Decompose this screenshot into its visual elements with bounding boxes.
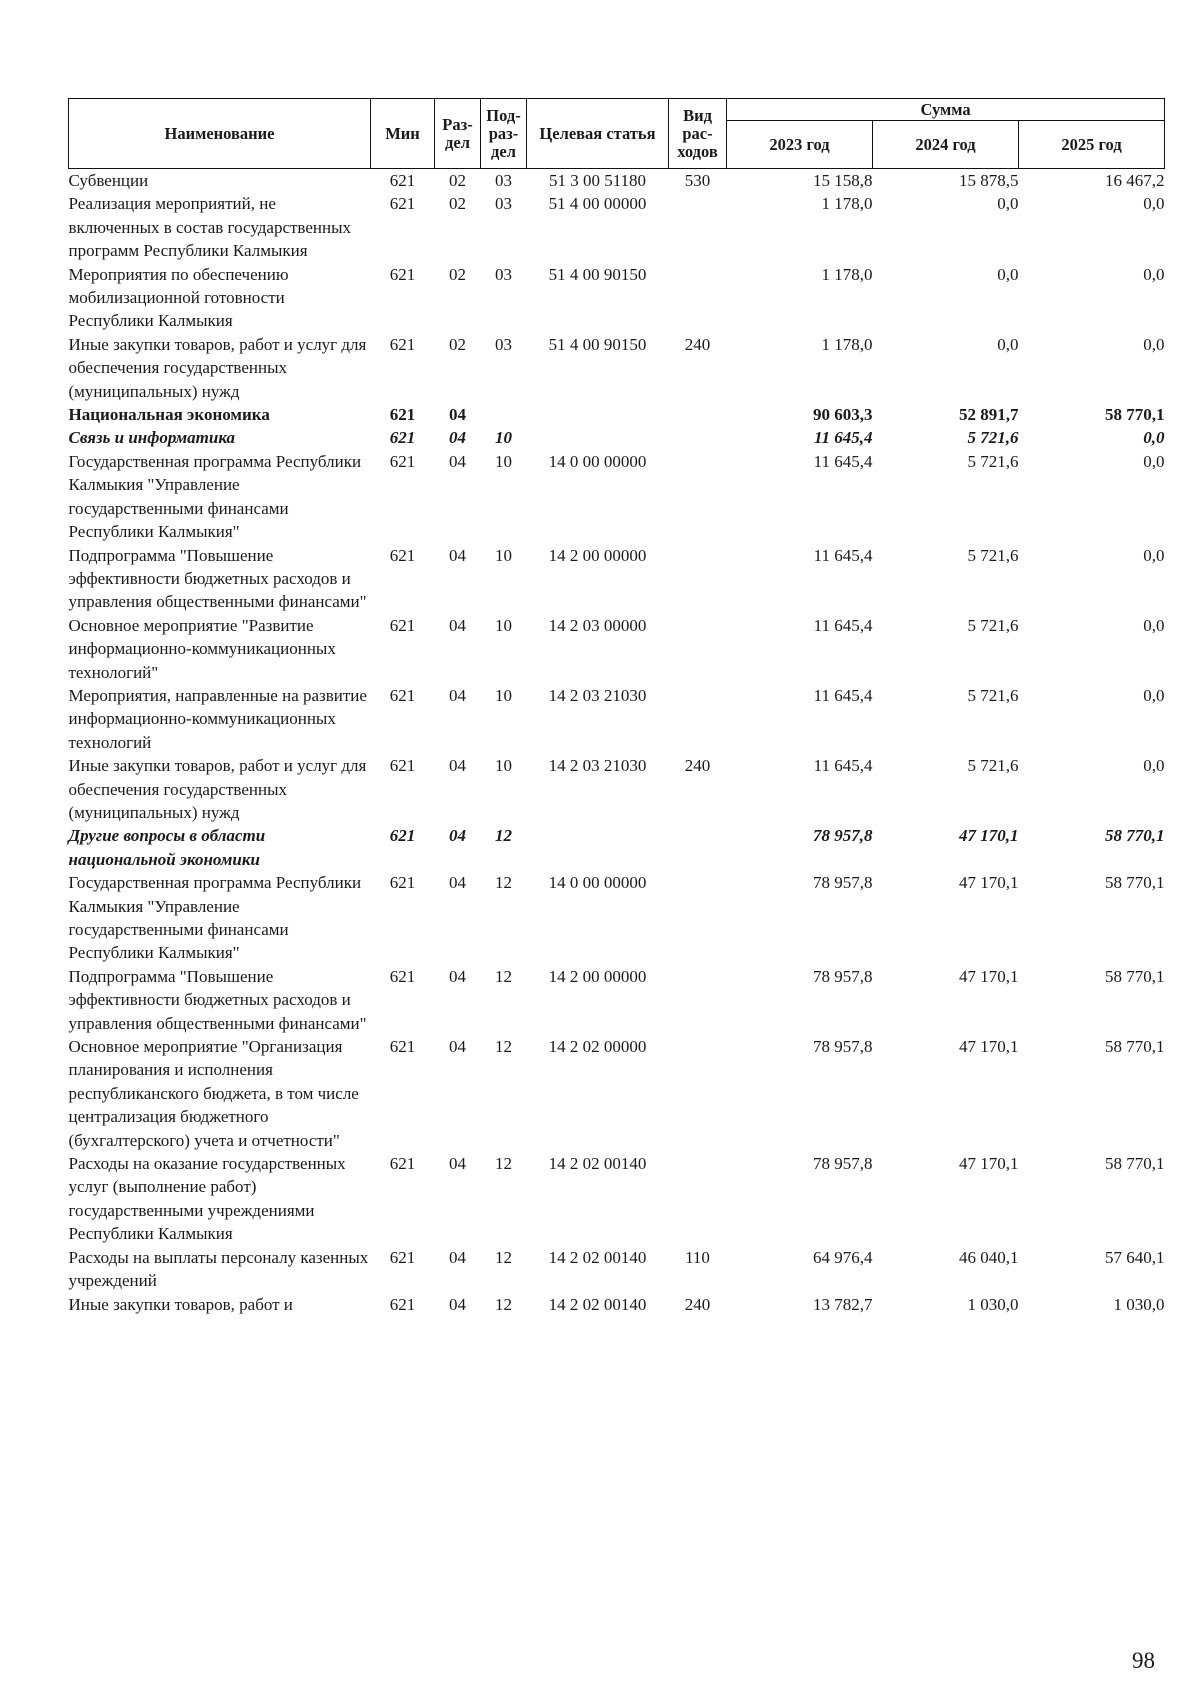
- table-row: [69, 1246, 1165, 1293]
- cell-target: 14 0 00 00000: [548, 873, 647, 893]
- cell-expense-type: [669, 426, 727, 449]
- cell-2024: 47 170,1: [959, 826, 1019, 846]
- cell-2025: 58 770,1: [1105, 826, 1165, 846]
- cell-2023: 78 957,8: [813, 826, 873, 846]
- cell-min: 621: [389, 1294, 416, 1314]
- table-row: [69, 544, 1165, 614]
- cell-target: 14 2 03 00000: [548, 615, 647, 635]
- cell-section: 02: [449, 334, 466, 354]
- table-row: [69, 426, 1165, 449]
- cell-2025: 0,0: [1143, 615, 1165, 635]
- cell-2023: 78 957,8: [813, 966, 873, 986]
- page-number: 98: [1132, 1648, 1155, 1673]
- cell-expense-type: 530: [684, 171, 711, 190]
- cell-expense-type: [669, 1035, 727, 1152]
- cell-target: 51 3 00 51180: [548, 171, 647, 190]
- cell-2023: 15 158,8: [813, 171, 873, 190]
- cell-subsection: 03: [495, 334, 512, 354]
- cell-subsection: 10: [495, 545, 512, 565]
- header-name: Наименование: [69, 99, 371, 169]
- cell-min: 621: [389, 1247, 416, 1267]
- cell-2025: 0,0: [1143, 194, 1165, 214]
- cell-name: Подпрограмма "Повышение эффективности бюджетных расходов и управления общественными финансами": [68, 545, 367, 612]
- cell-2024: 47 170,1: [959, 873, 1019, 893]
- cell-section: 04: [449, 966, 466, 986]
- cell-2024: 5 721,6: [967, 428, 1019, 448]
- cell-2024: 0,0: [997, 194, 1019, 214]
- cell-section: 04: [449, 451, 466, 471]
- cell-2025: 0,0: [1143, 334, 1165, 354]
- cell-expense-type: [669, 403, 727, 426]
- cell-2024: 5 721,6: [967, 545, 1019, 565]
- cell-min: 621: [389, 428, 416, 448]
- cell-2024: 52 891,7: [959, 405, 1019, 425]
- cell-name: Иные закупки товаров, работ и услуг для обеспечения государственных (муниципальных) нужд: [68, 334, 367, 401]
- cell-target: [527, 403, 669, 426]
- cell-target: 14 0 00 00000: [548, 451, 647, 471]
- table-row: [69, 263, 1165, 333]
- cell-subsection: 10: [495, 428, 512, 448]
- cell-expense-type: 240: [684, 756, 711, 776]
- cell-2024: 46 040,1: [959, 1247, 1019, 1267]
- cell-target: 51 4 00 90150: [548, 264, 647, 284]
- table-row: [69, 192, 1165, 262]
- table-row: [69, 1035, 1165, 1152]
- cell-2023: 11 645,4: [813, 615, 873, 635]
- cell-2023: 11 645,4: [813, 545, 873, 565]
- cell-name: Расходы на оказание государственных услуг (выполнение работ) государственными учреждениями Республики Калмыкия: [68, 1154, 346, 1244]
- header-sum: Сумма: [727, 99, 1165, 121]
- cell-target: 14 2 02 00000: [548, 1037, 647, 1057]
- cell-section: 02: [449, 194, 466, 214]
- cell-name: Национальная экономика: [68, 405, 270, 425]
- cell-expense-type: [669, 450, 727, 544]
- table-row: [69, 871, 1165, 965]
- cell-expense-type: 110: [685, 1247, 710, 1267]
- cell-2023: 78 957,8: [813, 1037, 873, 1057]
- cell-section: 04: [449, 1037, 466, 1057]
- cell-2023: 90 603,3: [813, 405, 873, 425]
- cell-2025: 58 770,1: [1105, 1154, 1165, 1174]
- cell-expense-type: [669, 684, 727, 754]
- table-row: [69, 403, 1165, 426]
- cell-name: Подпрограмма "Повышение эффективности бюджетных расходов и управления общественными финансами": [68, 966, 367, 1033]
- cell-2024: 5 721,6: [967, 451, 1019, 471]
- cell-section: 04: [449, 405, 466, 425]
- cell-min: 621: [389, 873, 416, 893]
- cell-section: 04: [449, 428, 466, 448]
- table-body: [69, 169, 1165, 1316]
- table-row: [69, 450, 1165, 544]
- table-row: [69, 1293, 1165, 1316]
- cell-subsection: 10: [495, 451, 512, 471]
- cell-name: Реализация мероприятий, не включенных в состав государственных программ Республики Калмыкия: [68, 194, 352, 261]
- cell-target: [527, 426, 669, 449]
- cell-section: 02: [449, 171, 466, 190]
- cell-2023: 78 957,8: [813, 1154, 873, 1174]
- cell-name: Субвенции: [68, 171, 149, 190]
- cell-min: 621: [389, 171, 416, 190]
- cell-2024: 5 721,6: [967, 685, 1019, 705]
- cell-target: 51 4 00 00000: [548, 194, 647, 214]
- cell-2024: 47 170,1: [959, 1154, 1019, 1174]
- cell-subsection: 10: [495, 756, 512, 776]
- cell-min: 621: [389, 1154, 416, 1174]
- cell-target: 14 2 02 00140: [548, 1154, 647, 1174]
- cell-target: [527, 824, 669, 871]
- cell-min: 621: [389, 826, 416, 846]
- cell-min: 621: [389, 264, 416, 284]
- cell-subsection: 12: [495, 1154, 512, 1174]
- cell-2025: 0,0: [1143, 264, 1165, 284]
- cell-name: Иные закупки товаров, работ и: [68, 1294, 293, 1314]
- cell-2023: 11 645,4: [813, 451, 873, 471]
- cell-subsection: 03: [495, 194, 512, 214]
- header-year-2025: 2025 год: [1019, 121, 1165, 169]
- cell-2025: 58 770,1: [1105, 405, 1165, 425]
- cell-name: Государственная программа Республики Калмыкия "Управление государственными финансами Республики Калмыкия": [68, 451, 362, 542]
- cell-2023: 78 957,8: [813, 873, 873, 893]
- cell-target: 51 4 00 90150: [548, 334, 647, 354]
- cell-section: 04: [449, 1294, 466, 1314]
- cell-name: Государственная программа Республики Калмыкия "Управление государственными финансами Республики Калмыкия": [68, 873, 362, 963]
- cell-min: 621: [389, 194, 416, 214]
- table-row: [69, 614, 1165, 684]
- cell-2025: 0,0: [1143, 756, 1165, 776]
- cell-2025: 0,0: [1143, 545, 1165, 565]
- cell-expense-type: [669, 544, 727, 614]
- cell-min: 621: [389, 405, 416, 425]
- cell-2025: 58 770,1: [1105, 966, 1165, 986]
- header-min: Мин: [371, 99, 435, 169]
- cell-min: 621: [389, 756, 416, 776]
- cell-min: 621: [389, 615, 416, 635]
- cell-target: 14 2 00 00000: [548, 545, 647, 565]
- cell-2025: 16 467,2: [1105, 171, 1165, 190]
- cell-name: Основное мероприятие "Развитие информационно-коммуникационных технологий": [68, 615, 336, 682]
- cell-2023: 1 178,0: [821, 334, 873, 354]
- cell-2024: 47 170,1: [959, 966, 1019, 986]
- cell-subsection: 12: [495, 966, 512, 986]
- cell-2024: 1 030,0: [967, 1294, 1019, 1314]
- cell-expense-type: 240: [684, 334, 711, 354]
- cell-section: 04: [449, 1154, 466, 1174]
- cell-section: 04: [449, 1247, 466, 1267]
- cell-expense-type: [669, 614, 727, 684]
- cell-section: 04: [449, 545, 466, 565]
- table-row: [69, 169, 1165, 193]
- cell-subsection: 10: [495, 685, 512, 705]
- header-expense-type: Вид рас-ходов: [669, 99, 727, 169]
- cell-expense-type: 240: [684, 1294, 711, 1314]
- table-header: [69, 99, 1165, 169]
- cell-2023: 1 178,0: [821, 194, 873, 214]
- budget-table: [68, 98, 1165, 1316]
- cell-subsection: 12: [495, 1247, 512, 1267]
- cell-subsection: 12: [495, 1294, 512, 1314]
- cell-2023: 11 645,4: [813, 428, 873, 448]
- cell-min: 621: [389, 685, 416, 705]
- table-row: [69, 824, 1165, 871]
- header-target: Целевая статья: [527, 99, 669, 169]
- table-row: [69, 965, 1165, 1035]
- cell-2023: 13 782,7: [813, 1294, 873, 1314]
- cell-2024: 15 878,5: [959, 171, 1019, 190]
- cell-expense-type: [669, 192, 727, 262]
- header-year-2024: 2024 год: [873, 121, 1019, 169]
- header-subsection: Под-раз-дел: [481, 99, 527, 169]
- cell-2023: 11 645,4: [813, 685, 873, 705]
- cell-min: 621: [389, 1037, 416, 1057]
- cell-min: 621: [389, 966, 416, 986]
- cell-2024: 47 170,1: [959, 1037, 1019, 1057]
- cell-name: Мероприятия, направленные на развитие информационно-коммуникационных технологий: [68, 685, 367, 752]
- cell-expense-type: [669, 824, 727, 871]
- cell-name: Связь и информатика: [68, 428, 236, 448]
- cell-expense-type: [669, 1152, 727, 1246]
- cell-min: 621: [389, 334, 416, 354]
- cell-2025: 0,0: [1143, 428, 1165, 448]
- table-row: [69, 754, 1165, 824]
- cell-target: 14 2 02 00140: [548, 1294, 647, 1314]
- cell-name: Основное мероприятие "Организация планирования и исполнения республиканского бюджета, в том числе централизация бюджетного (бухгалтерского) учета и отчетности": [68, 1037, 359, 1150]
- cell-2025: 58 770,1: [1105, 873, 1165, 893]
- cell-2025: 0,0: [1143, 685, 1165, 705]
- cell-2023: 11 645,4: [813, 756, 873, 776]
- cell-2025: 0,0: [1143, 451, 1165, 471]
- cell-section: 04: [449, 756, 466, 776]
- cell-2023: 64 976,4: [813, 1247, 873, 1267]
- cell-2024: 5 721,6: [967, 756, 1019, 776]
- cell-name: Иные закупки товаров, работ и услуг для обеспечения государственных (муниципальных) нужд: [68, 756, 367, 822]
- cell-min: 621: [389, 545, 416, 565]
- cell-expense-type: [669, 965, 727, 1035]
- cell-expense-type: [669, 263, 727, 333]
- table-row: [69, 333, 1165, 403]
- cell-subsection: [481, 403, 527, 426]
- cell-2025: 1 030,0: [1113, 1294, 1165, 1314]
- table-row: [69, 1152, 1165, 1246]
- cell-section: 04: [449, 826, 466, 846]
- cell-target: 14 2 03 21030: [548, 685, 647, 705]
- cell-section: 04: [449, 873, 466, 893]
- cell-2025: 57 640,1: [1105, 1247, 1165, 1267]
- cell-target: 14 2 03 21030: [548, 756, 647, 776]
- cell-subsection: 03: [495, 264, 512, 284]
- cell-name: Мероприятия по обеспечению мобилизационной готовности Республики Калмыкия: [68, 264, 289, 331]
- cell-2024: 5 721,6: [967, 615, 1019, 635]
- cell-name: Другие вопросы в области национальной экономики: [68, 826, 266, 869]
- cell-min: 621: [389, 451, 416, 471]
- cell-subsection: 12: [495, 873, 512, 893]
- table-row: [69, 684, 1165, 754]
- cell-2024: 0,0: [997, 334, 1019, 354]
- header-year-2023: 2023 год: [727, 121, 873, 169]
- cell-2024: 0,0: [997, 264, 1019, 284]
- cell-expense-type: [669, 871, 727, 965]
- cell-subsection: 10: [495, 615, 512, 635]
- header-section: Раз-дел: [435, 99, 481, 169]
- cell-target: 14 2 00 00000: [548, 966, 647, 986]
- cell-2023: 1 178,0: [821, 264, 873, 284]
- cell-section: 04: [449, 685, 466, 705]
- cell-name: Расходы на выплаты персоналу казенных учреждений: [68, 1247, 369, 1291]
- cell-subsection: 12: [495, 826, 512, 846]
- cell-target: 14 2 02 00140: [548, 1247, 647, 1267]
- cell-subsection: 03: [495, 171, 512, 190]
- cell-section: 02: [449, 264, 466, 284]
- cell-2025: 58 770,1: [1105, 1037, 1165, 1057]
- cell-subsection: 12: [495, 1037, 512, 1057]
- cell-section: 04: [449, 615, 466, 635]
